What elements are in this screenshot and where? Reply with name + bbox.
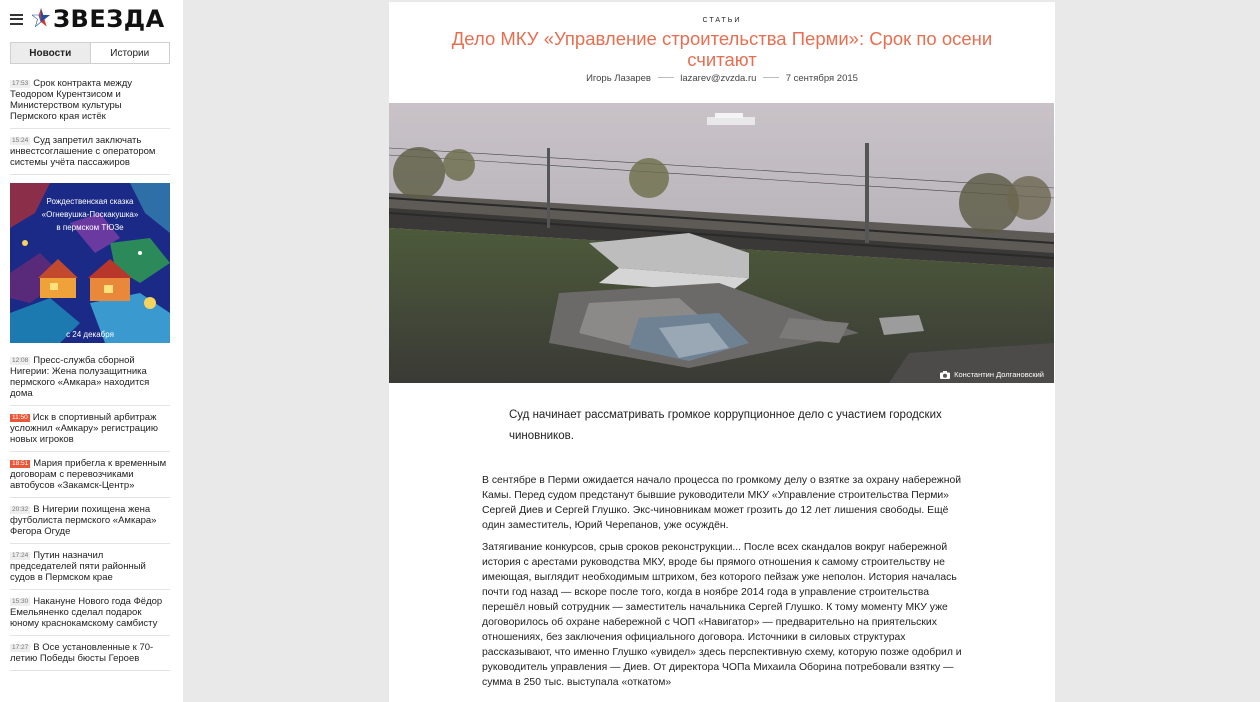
tab-news[interactable]: Новости <box>11 43 90 63</box>
news-headline[interactable]: Пресс-служба сборной Нигерии: Жена полузащитника пермского «Амкара» находится дома <box>10 355 150 399</box>
news-headline[interactable]: В Нигерии похищена жена футболиста пермского «Амкара» Фегора Огуде <box>10 504 157 537</box>
tab-stories[interactable]: Истории <box>90 43 170 63</box>
news-headline[interactable]: Срок контракта между Теодором Курентзисом и Министерством культуры Пермского края истёк <box>10 78 133 122</box>
photo-embankment <box>389 103 1054 383</box>
author-name[interactable]: Игорь Лазарев <box>586 73 651 84</box>
article-body <box>482 473 972 697</box>
news-time-badge: 17:27 <box>12 644 29 651</box>
photo-credit <box>940 370 1044 379</box>
news-time-badge: 18:51 <box>12 460 29 467</box>
news-item[interactable] <box>10 596 170 636</box>
promo-title-line: «Огневушка-Поскакушка» <box>41 210 139 219</box>
news-time-badge: 15:24 <box>12 137 29 144</box>
article-photo <box>389 103 1054 383</box>
news-headline[interactable]: Накануне Нового года Фёдор Емельяненко сделал подарок юному краснокамскому самбисту <box>10 596 163 629</box>
news-time-badge: 20:32 <box>12 506 29 513</box>
logo-text[interactable]: ЗВЕЗДА <box>53 5 165 33</box>
sidebar-tabs <box>10 42 170 64</box>
news-time-badge: 15:30 <box>12 598 29 605</box>
news-time-badge: 12:08 <box>12 357 29 364</box>
sidebar <box>0 0 183 702</box>
news-item[interactable] <box>10 412 170 452</box>
news-item[interactable] <box>10 642 170 671</box>
news-headline[interactable]: Путин назначил председателей пяти районный судов в Пермском крае <box>10 550 146 583</box>
news-headline[interactable]: Мария прибегла к временным договорам с перевозчиками автобусов «Закамск-Центр» <box>10 458 167 491</box>
byline-divider <box>763 77 779 78</box>
news-time-badge: 17:53 <box>12 80 29 87</box>
article-paragraph: Затягивание конкурсов, срыв сроков реконструкции... После всех скандалов вокруг набережной история с арестами руководства МКУ, вроде бы прямого отношения к самому строительству не имеющая, выглядит необходимым штрихом, без которого пейзаж уже неполон. История началась почти год назад — вскоре после того, когда в ноябре 2014 года в управление строительства перешёл новый сотрудник — заместитель начальника Сергей Глушко. К тому моменту МКУ уже договорилось об охране набережной с ЧОП «Навигатор» — предварительно на приятельских отношениях, без заключения официального договора. Источники в силовых структурах рассказывают, что именно Глушко «увидел» здесь перспективную схему, которую позже одобрил и руководитель управления — Диев. От директора ЧОПа Михаила Оборина потребовали взятку — сумма в 250 тыс. выступала «откатом» <box>482 542 962 688</box>
article-paragraph: В сентябре в Перми ожидается начало процесса по громкому делу о взятке за охрану набережной Камы. Перед судом предстанут бывшие руководители МКУ «Управление строительства Перми» Сергей Диев и Сергей Глушко. Экс-чиновникам может грозить до 12 лет лишения свободы. Ещё один заместитель, Юрий Черепанов, уже осуждён. <box>482 475 962 531</box>
news-headline[interactable]: Суд запретил заключать инвестсоглашение с оператором системы учёта пассажиров <box>10 135 156 168</box>
article-title: Дело МКУ «Управление строительства Перми»: Срок по осени считают <box>451 28 993 70</box>
author-email[interactable]: lazarev@zvzda.ru <box>680 73 757 84</box>
camera-icon <box>940 371 950 379</box>
news-item[interactable] <box>10 550 170 590</box>
photo-credit-text: Константин Долгановский <box>954 370 1044 379</box>
article-kicker[interactable]: СТАТЬИ <box>702 17 742 24</box>
news-time-badge: 17:24 <box>12 552 29 559</box>
byline-divider <box>658 77 674 78</box>
news-item[interactable] <box>10 504 170 544</box>
news-time-badge: 11:50 <box>12 414 28 421</box>
promo-title-line: в пермском ТЮЗе <box>56 223 124 232</box>
promo-title-line: Рождественская сказка <box>46 197 134 206</box>
star-logo-icon[interactable] <box>32 7 50 31</box>
article-byline <box>389 73 1055 84</box>
promo-date: с 24 декабря <box>66 330 114 339</box>
article-lead: Суд начинает рассматривать громкое коррупционное дело с участием городских чиновников. <box>509 409 942 442</box>
news-headline[interactable]: В Осе установленные к 70-летию Победы бюсты Героев <box>10 642 154 664</box>
news-item[interactable] <box>10 135 170 175</box>
menu-icon[interactable] <box>10 14 23 25</box>
news-list <box>10 78 170 677</box>
promo-title <box>10 195 170 234</box>
promo-banner[interactable] <box>10 183 170 343</box>
logo-row <box>10 6 165 32</box>
news-headline[interactable]: Иск в спортивный арбитраж усложнил «Амкару» регистрацию новых игроков <box>10 412 158 445</box>
news-item[interactable] <box>10 355 170 406</box>
article <box>389 2 1055 702</box>
article-date: 7 сентября 2015 <box>785 73 858 84</box>
news-item[interactable] <box>10 458 170 498</box>
news-item[interactable] <box>10 78 170 129</box>
